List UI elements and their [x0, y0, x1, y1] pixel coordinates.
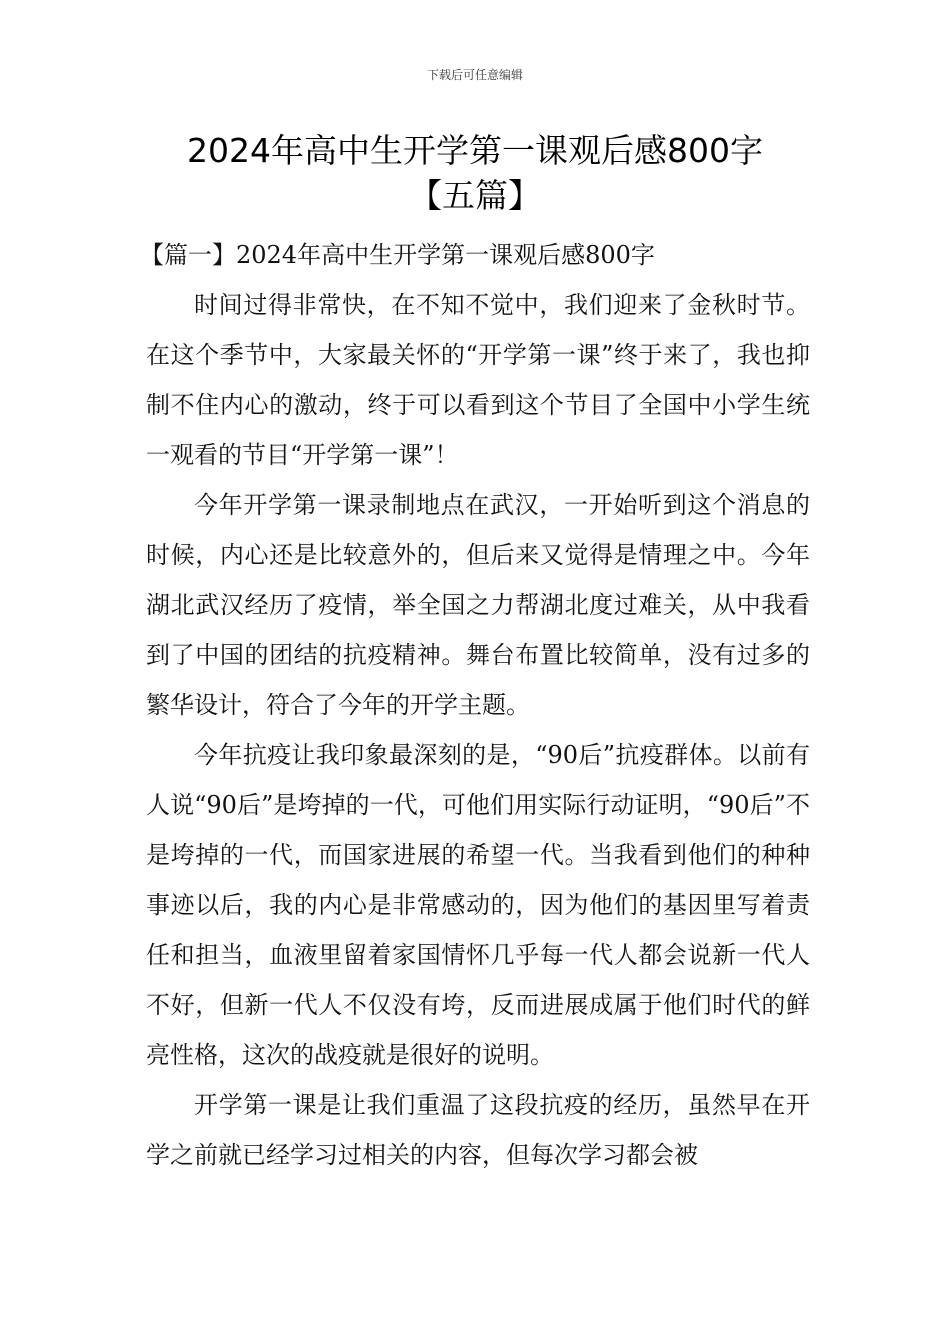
paragraph-1: 时间过得非常快，在不知不觉中，我们迎来了金秋时节。在这个季节中，大家最关怀的“开学第一课”终于来了，我也抑制不住内心的激动，终于可以看到这个节目了全国中小学生统一观看的节目“开学第一课”！ — [146, 291, 810, 469]
document-title — [100, 128, 850, 218]
paragraph-4: 开学第一课是让我们重温了这段抗疫的经历，虽然早在开学之前就已经学习过相关的内容，但每次学习都会被 — [146, 1091, 810, 1169]
title-line-1: 2024年高中生开学第一课观后感800字 — [187, 131, 763, 170]
section-heading: 【篇一】2024年高中生开学第一课观后感800字 — [140, 241, 655, 269]
header-note: 下载后可任意编辑 — [426, 68, 523, 82]
document-body — [140, 230, 810, 1180]
title-line-2: 【五篇】 — [409, 176, 541, 215]
paragraph-3: 今年抗疫让我印象最深刻的是，“90后”抗疫群体。以前有人说“90后”是垮掉的一代，可他们用实际行动证明，“90后”不是垮掉的一代，而国家进展的希望一代。当我看到他们的种种事迹以后，我的内心是非常感动的，因为他们的基因里写着责任和担当，血液里留着家国情怀几乎每一代人都会说新一代人不好，但新一代人不仅没有垮，反而进展成属于他们时代的鲜亮性格，这次的战疫就是很好的说明。 — [146, 741, 810, 1069]
paragraph-2: 今年开学第一课录制地点在武汉，一开始听到这个消息的时候，内心还是比较意外的，但后来又觉得是情理之中。今年湖北武汉经历了疫情，举全国之力帮湖北度过难关，从中我看到了中国的团结的抗疫精神。舞台布置比较简单，没有过多的繁华设计，符合了今年的开学主题。 — [146, 491, 810, 719]
